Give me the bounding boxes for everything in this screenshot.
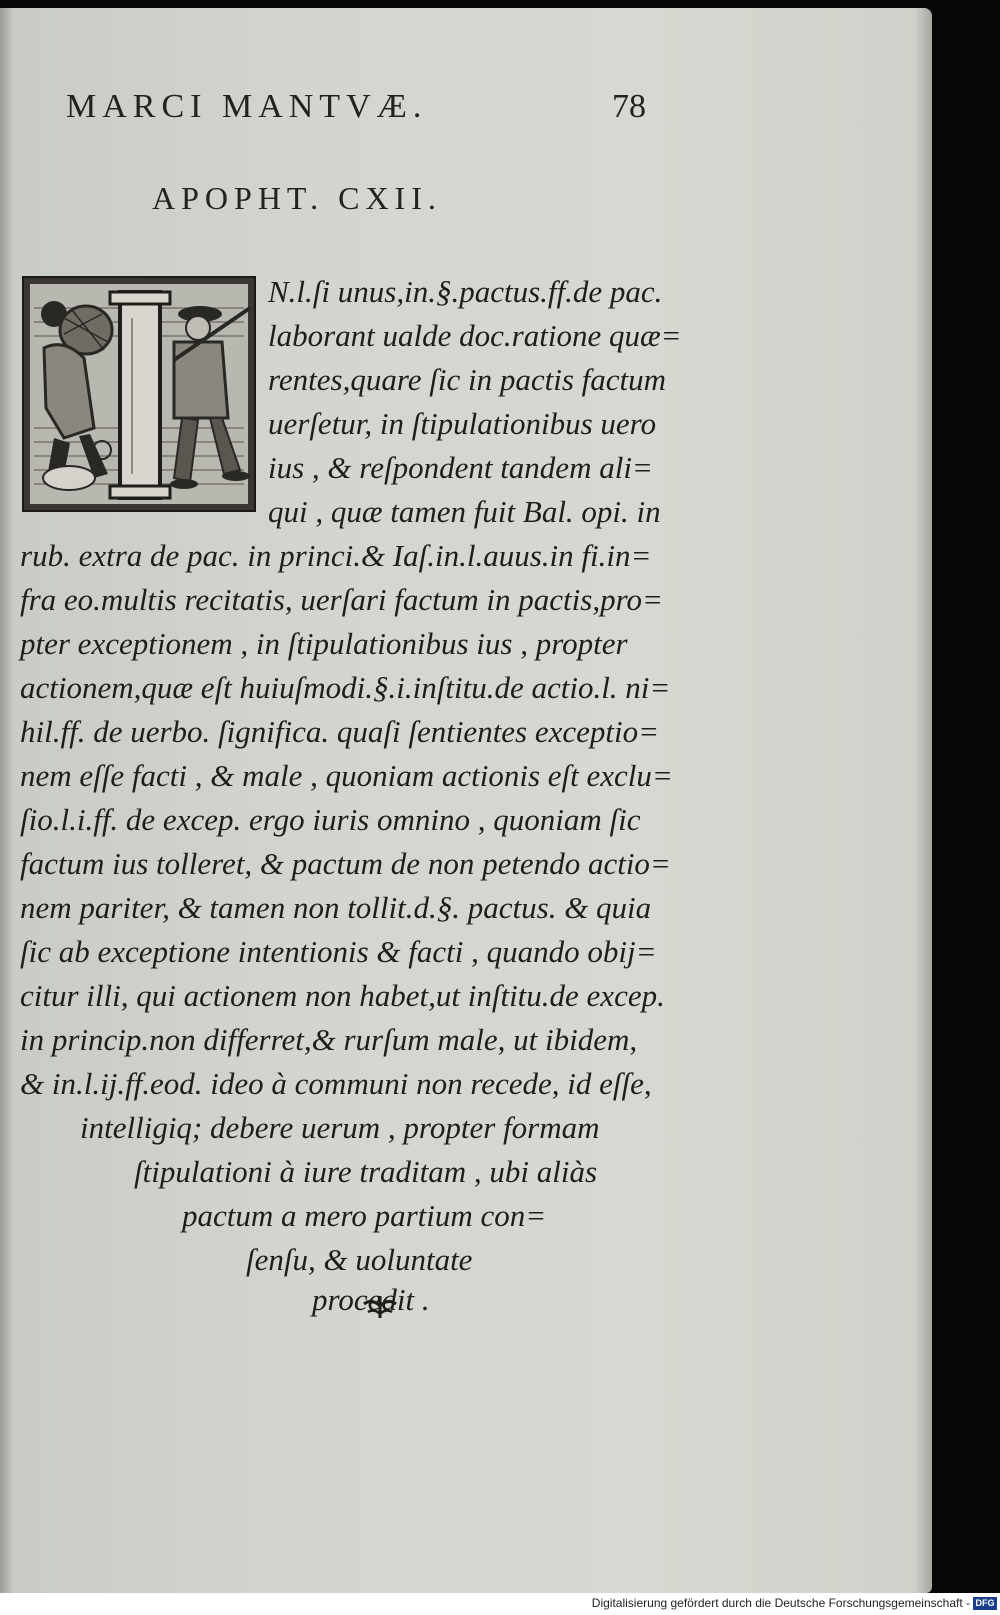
footer-credit: Digitalisierung gefördert durch die Deutsche Forschungsgemeinschaft - bbox=[591, 1596, 970, 1610]
text-line: ius , & reſpondent tandem ali= bbox=[268, 450, 653, 485]
text-line: nem pariter, & tamen non tollit.d.§. pactus. & quia bbox=[20, 890, 652, 925]
text-line: factum ius tolleret, & pactum de non petendo actio= bbox=[20, 846, 671, 881]
section-heading: APOPHT. CXII. bbox=[152, 180, 442, 216]
text-line: ſtipulationi à iure traditam , ubi aliàs bbox=[134, 1154, 598, 1189]
page-number: 78 bbox=[612, 88, 646, 125]
text-line: hil.ff. de uerbo. ſignifica. quaſi ſentientes exceptio= bbox=[20, 714, 660, 749]
body-text bbox=[0, 8, 932, 1593]
dfg-logo: DFG bbox=[973, 1597, 997, 1610]
text-line: nem eſſe facti , & male , quoniam actionis eſt exclu= bbox=[20, 758, 673, 793]
text-line: rub. extra de pac. in princi.& Iaſ.in.l.auus.in fi.in= bbox=[20, 538, 652, 573]
digitization-footer bbox=[0, 1593, 1000, 1615]
text-line: ſio.l.i.ff. de excep. ergo iuris omnino , quoniam ſic bbox=[20, 802, 641, 837]
text-line: qui , quæ tamen fuit Bal. opi. in bbox=[268, 494, 661, 529]
text-line: uerſetur, in ſtipulationibus uero bbox=[268, 406, 657, 441]
text-line: N.l.ſi unus,in.§.pactus.ff.de pac. bbox=[268, 274, 663, 309]
text-line: ſic ab exceptione intentionis & facti , quando obij= bbox=[20, 934, 657, 969]
text-line: pter exceptionem , in ſtipulationibus ius , propter bbox=[20, 626, 628, 661]
text-line: in princip.non differret,& rurſum male, ut ibidem, bbox=[20, 1022, 638, 1057]
text-line: procedit . bbox=[312, 1282, 430, 1317]
text-line: laborant ualde doc.ratione quæ= bbox=[268, 318, 682, 353]
text-line: fra eo.multis recitatis, uerſari factum in pactis,pro= bbox=[20, 582, 663, 617]
running-title: MARCI MANTVÆ. bbox=[66, 88, 428, 125]
text-line: actionem,quæ eſt huiuſmodi.§.i.inſtitu.de actio.l. ni= bbox=[20, 670, 671, 705]
text-line: rentes,quare ſic in pactis factum bbox=[268, 362, 667, 397]
text-line: intelligiq; debere uerum , propter formam bbox=[80, 1110, 600, 1145]
text-line: pactum a mero partium con= bbox=[182, 1198, 547, 1233]
text-line: & in.l.ij.ff.eod. ideo à communi non recede, id eſſe, bbox=[20, 1066, 652, 1101]
text-line: citur illi, qui actionem non habet,ut inſtitu.de excep. bbox=[20, 978, 665, 1013]
text-line: ſenſu, & uoluntate bbox=[246, 1242, 473, 1277]
fleuron-ornament-icon bbox=[360, 1292, 400, 1322]
book-page bbox=[0, 8, 932, 1593]
